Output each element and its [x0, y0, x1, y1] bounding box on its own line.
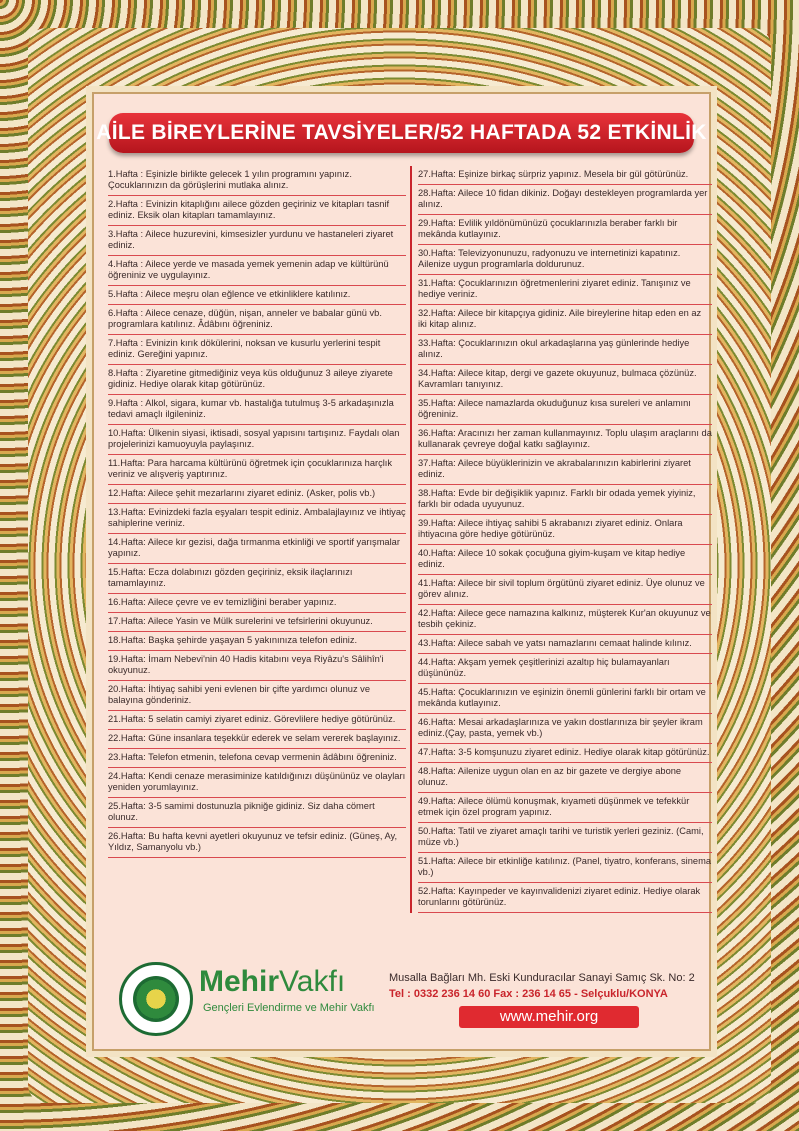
activity-item: 49.Hafta: Ailece ölümü konuşmak, kıyameti düşünmek ve tefekkür etmek için özel program yapınız.: [418, 793, 712, 823]
activity-item: 22.Hafta: Güne insanlara teşekkür ederek ve selam vererek başlayınız.: [108, 730, 406, 749]
activity-item: 33.Hafta: Çocuklarınızın okul arkadaşlarına yaş günlerinde hediye alınız.: [418, 335, 712, 365]
activity-item: 27.Hafta: Eşinize birkaç sürpriz yapınız. Mesela bir gül götürünüz.: [418, 166, 712, 185]
activity-item: 47.Hafta: 3-5 komşunuzu ziyaret ediniz. Hediye olarak kitap götürünüz.: [418, 744, 712, 763]
page-title: AİLE BİREYLERİNE TAVSİYELER/52 HAFTADA 52 ETKİNLİK: [96, 121, 707, 144]
activity-item: 9.Hafta : Alkol, sigara, kumar vb. hastalığa tutulmuş 3-5 arkadaşınızla tedavi amaçlı ilgileniniz.: [108, 395, 406, 425]
activity-item: 21.Hafta: 5 selatin camiyi ziyaret ediniz. Görevlilere hediye götürünüz.: [108, 711, 406, 730]
activity-item: 51.Hafta: Ailece bir etkinliğe katılınız. (Panel, tiyatro, konferans, sinema vb.): [418, 853, 712, 883]
activity-item: 16.Hafta: Ailece çevre ve ev temizliğini beraber yapınız.: [108, 594, 406, 613]
footer: [119, 962, 699, 1042]
activity-item: 24.Hafta: Kendi cenaze merasiminize katıldığınızı düşününüz ve olayları yeniden yorumlayınız.: [108, 768, 406, 798]
content-panel: [92, 92, 711, 1051]
activity-item: 2.Hafta : Evinizin kitaplığını ailece gözden geçiriniz ve kitapları tasnif ediniz. Eksik olan kitapları tamamlayınız.: [108, 196, 406, 226]
activity-item: 44.Hafta: Akşam yemek çeşitlerinizi azaltıp hiç bulamayanları düşününüz.: [418, 654, 712, 684]
activity-item: 18.Hafta: Başka şehirde yaşayan 5 yakınınıza telefon ediniz.: [108, 632, 406, 651]
activity-item: 32.Hafta: Ailece bir kitapçıya gidiniz. Aile bireylerine hitap eden en az iki kitap alınız.: [418, 305, 712, 335]
activity-item: 23.Hafta: Telefon etmenin, telefona cevap vermenin âdâbını öğreniniz.: [108, 749, 406, 768]
activity-item: 38.Hafta: Evde bir değişiklik yapınız. Farklı bir odada yemek yiyiniz, farklı bir odada uyuyunuz.: [418, 485, 712, 515]
foundation-seal-icon: [119, 962, 193, 1036]
activity-item: 3.Hafta : Ailece huzurevini, kimsesizler yurdunu ve hastaneleri ziyaret ediniz.: [108, 226, 406, 256]
activity-item: 5.Hafta : Ailece meşru olan eğlence ve etkinliklere katılınız.: [108, 286, 406, 305]
activity-item: 42.Hafta: Ailece gece namazına kalkınız, müşterek Kur'an okuyunuz ve tesbih çekiniz.: [418, 605, 712, 635]
address-text: Musalla Bağları Mh. Eski Kunduracılar Sanayi Samıç Sk. No: 2: [389, 972, 695, 984]
activity-item: 45.Hafta: Çocuklarınızın ve eşinizin önemli günlerini farklı bir ortam ve mekânda kutlayınız.: [418, 684, 712, 714]
activity-item: 46.Hafta: Mesai arkadaşlarınıza ve yakın dostlarınıza bir şeyler ikram ediniz.(Çay, pasta, yemek vb.): [418, 714, 712, 744]
activity-item: 19.Hafta: İmam Nebevi'nin 40 Hadis kitabını veya Riyâzu's Sâlihîn'i okuyunuz.: [108, 651, 406, 681]
website-link[interactable]: www.mehir.org: [459, 1006, 639, 1028]
activity-item: 39.Hafta: Ailece ihtiyaç sahibi 5 akrabanızı ziyaret ediniz. Onlara ihtiyacına göre hediye götürünüz.: [418, 515, 712, 545]
activity-item: 30.Hafta: Televizyonunuzu, radyonuzu ve internetinizi kapatınız. Ailenize uygun programlarla doldurunuz.: [418, 245, 712, 275]
activity-item: 8.Hafta : Ziyaretine gitmediğiniz veya küs olduğunuz 3 aileye ziyarete gidiniz. Hediye olarak kitap götürünüz.: [108, 365, 406, 395]
activity-item: 34.Hafta: Ailece kitap, dergi ve gazete okuyunuz, bulmaca çözünüz. Kavramları tanıyınız.: [418, 365, 712, 395]
activity-item: 7.Hafta : Evinizin kırık dökülerini, noksan ve kusurlu yerlerini tespit ediniz. Gereğini yapınız.: [108, 335, 406, 365]
activity-item: 48.Hafta: Ailenize uygun olan en az bir gazete ve dergiye abone olunuz.: [418, 763, 712, 793]
activity-item: 35.Hafta: Ailece namazlarda okuduğunuz kısa sureleri ve anlamını öğreniniz.: [418, 395, 712, 425]
right-column: [410, 166, 712, 913]
activity-item: 14.Hafta: Ailece kır gezisi, dağa tırmanma etkinliği ve sportif yarışmalar yapınız.: [108, 534, 406, 564]
activity-item: 4.Hafta : Ailece yerde ve masada yemek yemenin adap ve kültürünü öğreniniz ve uygulayınız.: [108, 256, 406, 286]
activity-item: 25.Hafta: 3-5 samimi dostunuzla pikniğe gidiniz. Siz daha cömert olunuz.: [108, 798, 406, 828]
brand-subtitle: Gençleri Evlendirme ve Mehir Vakfı: [203, 1002, 375, 1014]
brand-logo: MehirVakfı: [199, 965, 346, 998]
activity-item: 52.Hafta: Kayınpeder ve kayınvalidenizi ziyaret ediniz. Hediye olarak torunlarını götürünüz.: [418, 883, 712, 913]
activity-item: 20.Hafta: İhtiyaç sahibi yeni evlenen bir çifte yardımcı olunuz ve balayına gönderiniz.: [108, 681, 406, 711]
activity-item: 12.Hafta: Ailece şehit mezarlarını ziyaret ediniz. (Asker, polis vb.): [108, 485, 406, 504]
activity-item: 26.Hafta: Bu hafta kevni ayetleri okuyunuz ve tefsir ediniz. (Güneş, Ay, Yıldız, Samanyolu vb.): [108, 828, 406, 858]
activity-item: 10.Hafta: Ülkenin siyasi, iktisadi, sosyal yapısını tartışınız. Faydalı olan projelerinizi kamuoyuyla paylaşınız.: [108, 425, 406, 455]
activity-item: 40.Hafta: Ailece 10 sokak çocuğuna giyim-kuşam ve kitap hediye ediniz.: [418, 545, 712, 575]
title-banner: [96, 113, 707, 153]
activity-item: 31.Hafta: Çocuklarınızın öğretmenlerini ziyaret ediniz. Tanışınız ve hediye veriniz.: [418, 275, 712, 305]
contact-text: Tel : 0332 236 14 60 Fax : 236 14 65 - Selçuklu/KONYA: [389, 988, 668, 1000]
activity-item: 15.Hafta: Ecza dolabınızı gözden geçiriniz, eksik ilaçlarınızı tamamlayınız.: [108, 564, 406, 594]
activity-item: 37.Hafta: Ailece büyüklerinizin ve akrabalarınızın kabirlerini ziyaret ediniz.: [418, 455, 712, 485]
activity-item: 50.Hafta: Tatil ve ziyaret amaçlı tarihi ve turistik yerleri geziniz. (Cami, müze vb.): [418, 823, 712, 853]
activity-item: 6.Hafta : Ailece cenaze, düğün, nişan, anneler ve babalar günü vb. programlara katılınız. Âdâbını öğreniniz.: [108, 305, 406, 335]
activity-item: 41.Hafta: Ailece bir sivil toplum örgütünü ziyaret ediniz. Üye olunuz ve görev alınız.: [418, 575, 712, 605]
activity-item: 28.Hafta: Ailece 10 fidan dikiniz. Doğayı destekleyen programlarda yer alınız.: [418, 185, 712, 215]
activity-item: 29.Hafta: Evlilik yıldönümünüzü çocuklarınızla beraber farklı bir mekânda kutlayınız.: [418, 215, 712, 245]
activity-item: 1.Hafta : Eşinizle birlikte gelecek 1 yılın programını yapınız. Çocuklarınızın da görüşlerini mutlaka alınız.: [108, 166, 406, 196]
left-column: [108, 166, 406, 858]
activity-item: 13.Hafta: Evinizdeki fazla eşyaları tespit ediniz. Ambalajlayınız ve ihtiyaç sahiplerine veriniz.: [108, 504, 406, 534]
activity-item: 43.Hafta: Ailece sabah ve yatsı namazlarını cemaat halinde kılınız.: [418, 635, 712, 654]
activity-item: 36.Hafta: Aracınızı her zaman kullanmayınız. Toplu ulaşım araçlarını da kullanarak çevreye doğal katkı sağlayınız.: [418, 425, 712, 455]
activity-item: 17.Hafta: Ailece Yasin ve Mülk surelerini ve tefsirlerini okuyunuz.: [108, 613, 406, 632]
activity-item: 11.Hafta: Para harcama kültürünü öğretmek için çocuklarınıza harçlık veriniz ve alışveriş yaptırınız.: [108, 455, 406, 485]
